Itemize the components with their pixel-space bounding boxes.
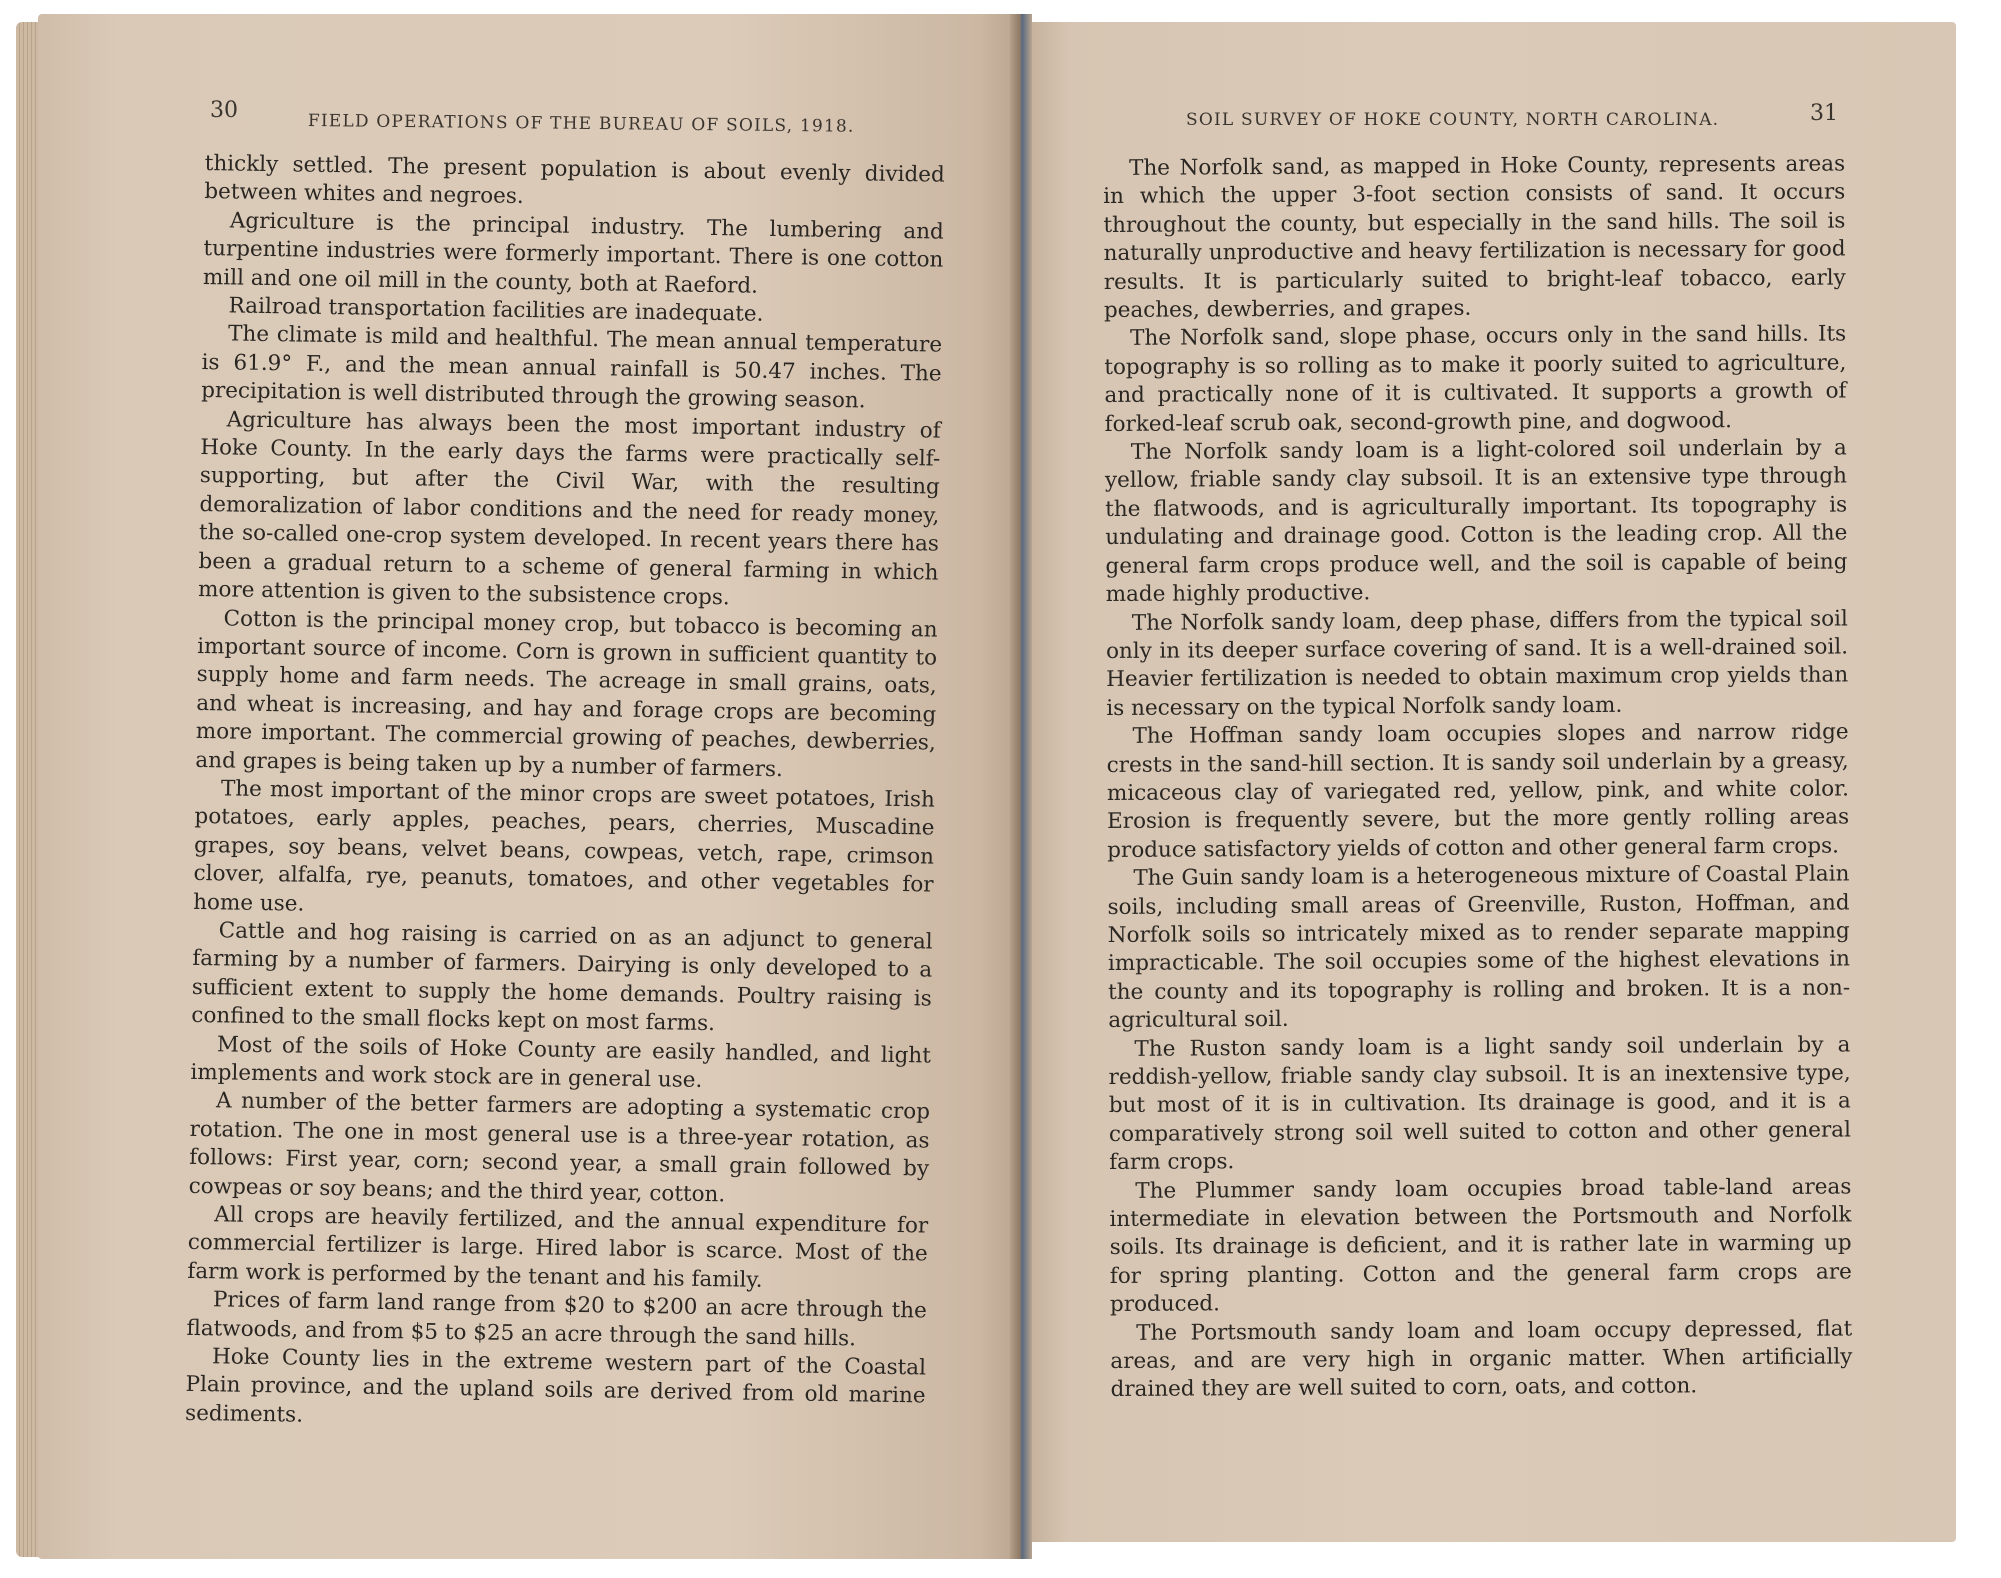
paragraph: Prices of farm land range from $20 to $200 an acre through the flatwoods, and from $5 to $25 an acre through the sand hills.	[186, 1287, 928, 1352]
paragraph: Hoke County lies in the extreme western part of the Coastal Plain province, and the upland soils are derived from old marine sediments.	[184, 1344, 927, 1428]
paragraph: The Norfolk sand, slope phase, occurs only in the sand hills. Its topography is so rolling as to make it poorly suited to agriculture, and practically none of it is cultivated. It supports a growth of forked-leaf scrub oak, second-growth pine, and dogwood.	[1104, 321, 1847, 437]
paragraph: The Norfolk sand, as mapped in Hoke County, represents areas in which the upper 3-foot section consists of sand. It occurs throughout the county, but especially in the sand hills. The soil is naturally unproductive and heavy fertilization is necessary for good results. It is particularly suited to bright-leaf tobacco, early peaches, dewberries, and grapes.	[1103, 151, 1846, 324]
paragraph: Railroad transportation facilities are inadequate.	[228, 293, 764, 327]
paragraph: thickly settled. The present population is about evenly divided between whites and negroes.	[204, 150, 945, 210]
paragraph: The Ruston sandy loam is a light sandy soil underlain by a reddish-yellow, friable sandy clay subsoil. It is an inextensive type, but most of it is in cultivation. Its drainage is good, and it is a comparatively strong soil well suited to cotton and other general farm crops.	[1108, 1032, 1852, 1176]
paragraph: Cattle and hog raising is carried on as an adjunct to general farming by a number of farmers. Dairying is only developed to a sufficient extent to supply the home demands. Poultry raising is confined to the small flocks kept on most farms.	[191, 918, 933, 1037]
book-gutter	[1010, 14, 1032, 1559]
right-running-head: SOIL SURVEY OF HOKE COUNTY, NORTH CAROLINA.	[1186, 110, 1720, 130]
paragraph: Agriculture is the principal industry. The lumbering and turpentine industries were formerly important. There is one cotton mill and one oil mill in the county, both at Raeford.	[202, 208, 945, 299]
paragraph: The Norfolk sandy loam is a light-colored soil underlain by a yellow, friable sandy clay subsoil. It is an extensive type through the flatwoods, and is agriculturally important. Its topography is undulating and drainage good. Cotton is the leading crop. All the general farm crops produce well, and the soil is capable of being made highly productive.	[1104, 435, 1848, 608]
paragraph: The Norfolk sandy loam, deep phase, differs from the typical soil only in its deeper surface covering of sand. It is a well-drained soil. Heavier fertilization is needed to obtain maximum crop yields than is necessary on the typical Norfolk sandy loam.	[1105, 605, 1849, 721]
right-page-body	[1103, 150, 1853, 1404]
paragraph: A number of the better farmers are adopting a systematic crop rotation. The one in most general use is a three-year rotation, as follows: First year, corn; second year, a small grain followed by cowpeas or soy beans; and the third year, cotton.	[188, 1088, 931, 1207]
paragraph: The Plummer sandy loam occupies broad table-land areas intermediate in elevation between the Portsmouth and Norfolk soils. Its drainage is deficient, and it is rather late in warming up for spring planting. Cotton and the general farm crops are produced.	[1109, 1174, 1852, 1318]
right-page-number: 31	[1810, 101, 1838, 126]
paragraph: The Hoffman sandy loam occupies slopes and narrow ridge crests in the sand-hill section. It is sandy soil underlain by a greasy, micaceous clay of variegated red, yellow, pink, and white color. Erosion is frequently severe, but the more gently rolling areas produce satisfactory yields of cotton and other general farm crops.	[1106, 719, 1850, 863]
paragraph: Cotton is the principal money crop, but tobacco is becoming an important source of income. Corn is grown in sufficient quantity to supply home and farm needs. The acreage in small grains, oats, and wheat is increasing, and hay and forage crops are becoming more important. The commercial growing of peaches, dewberries, and grapes is being taken up by a number of farmers.	[195, 605, 938, 782]
left-running-head: FIELD OPERATIONS OF THE BUREAU OF SOILS, 1918.	[307, 111, 855, 137]
paragraph: The Guin sandy loam is a heterogeneous mixture of Coastal Plain soils, including small areas of Greenville, Ruston, Hoffman, and Norfolk soils so intricately mixed as to render separate mapping impracticable. The soil occupies some of the highest elevations in the county and its topography is rolling and broken. It is a non-agricultural soil.	[1107, 861, 1851, 1034]
paragraph: All crops are heavily fertilized, and the annual expenditure for commercial fertilizer is large. Hired labor is scarce. Most of the farm work is performed by the tenant and his family.	[187, 1202, 929, 1293]
left-page-number: 30	[210, 98, 238, 123]
paragraph: The climate is mild and healthful. The mean annual temperature is 61.9° F., and the mean annual rainfall is 50.47 inches. The precipitation is well distributed through the growing season.	[201, 321, 943, 414]
paragraph: Agriculture has always been the most important industry of Hoke County. In the early days the farms were practically self-supporting, but after the Civil War, with the resulting demoralization of labor conditions and the need for ready money, the so-called one-crop system developed. In recent years there has been a gradual return to a scheme of general farming in which more attention is given to the subsistence crops.	[197, 407, 941, 611]
paragraph: The Portsmouth sandy loam and loam occupy depressed, flat areas, and are very high in organic matter. When artificially drained they are well suited to corn, oats, and cotton.	[1110, 1316, 1853, 1403]
paragraph: The most important of the minor crops are sweet potatoes, Irish potatoes, early apples, peaches, pears, cherries, Muscadine grapes, soy beans, velvet beans, cowpeas, vetch, rape, crimson clover, alfalfa, rye, peanuts, tomatoes, and other vegetables for home use.	[192, 776, 936, 917]
left-page-body	[185, 150, 945, 1440]
paragraph: Most of the soils of Hoke County are easily handled, and light implements and work stock are in general use.	[190, 1031, 932, 1093]
